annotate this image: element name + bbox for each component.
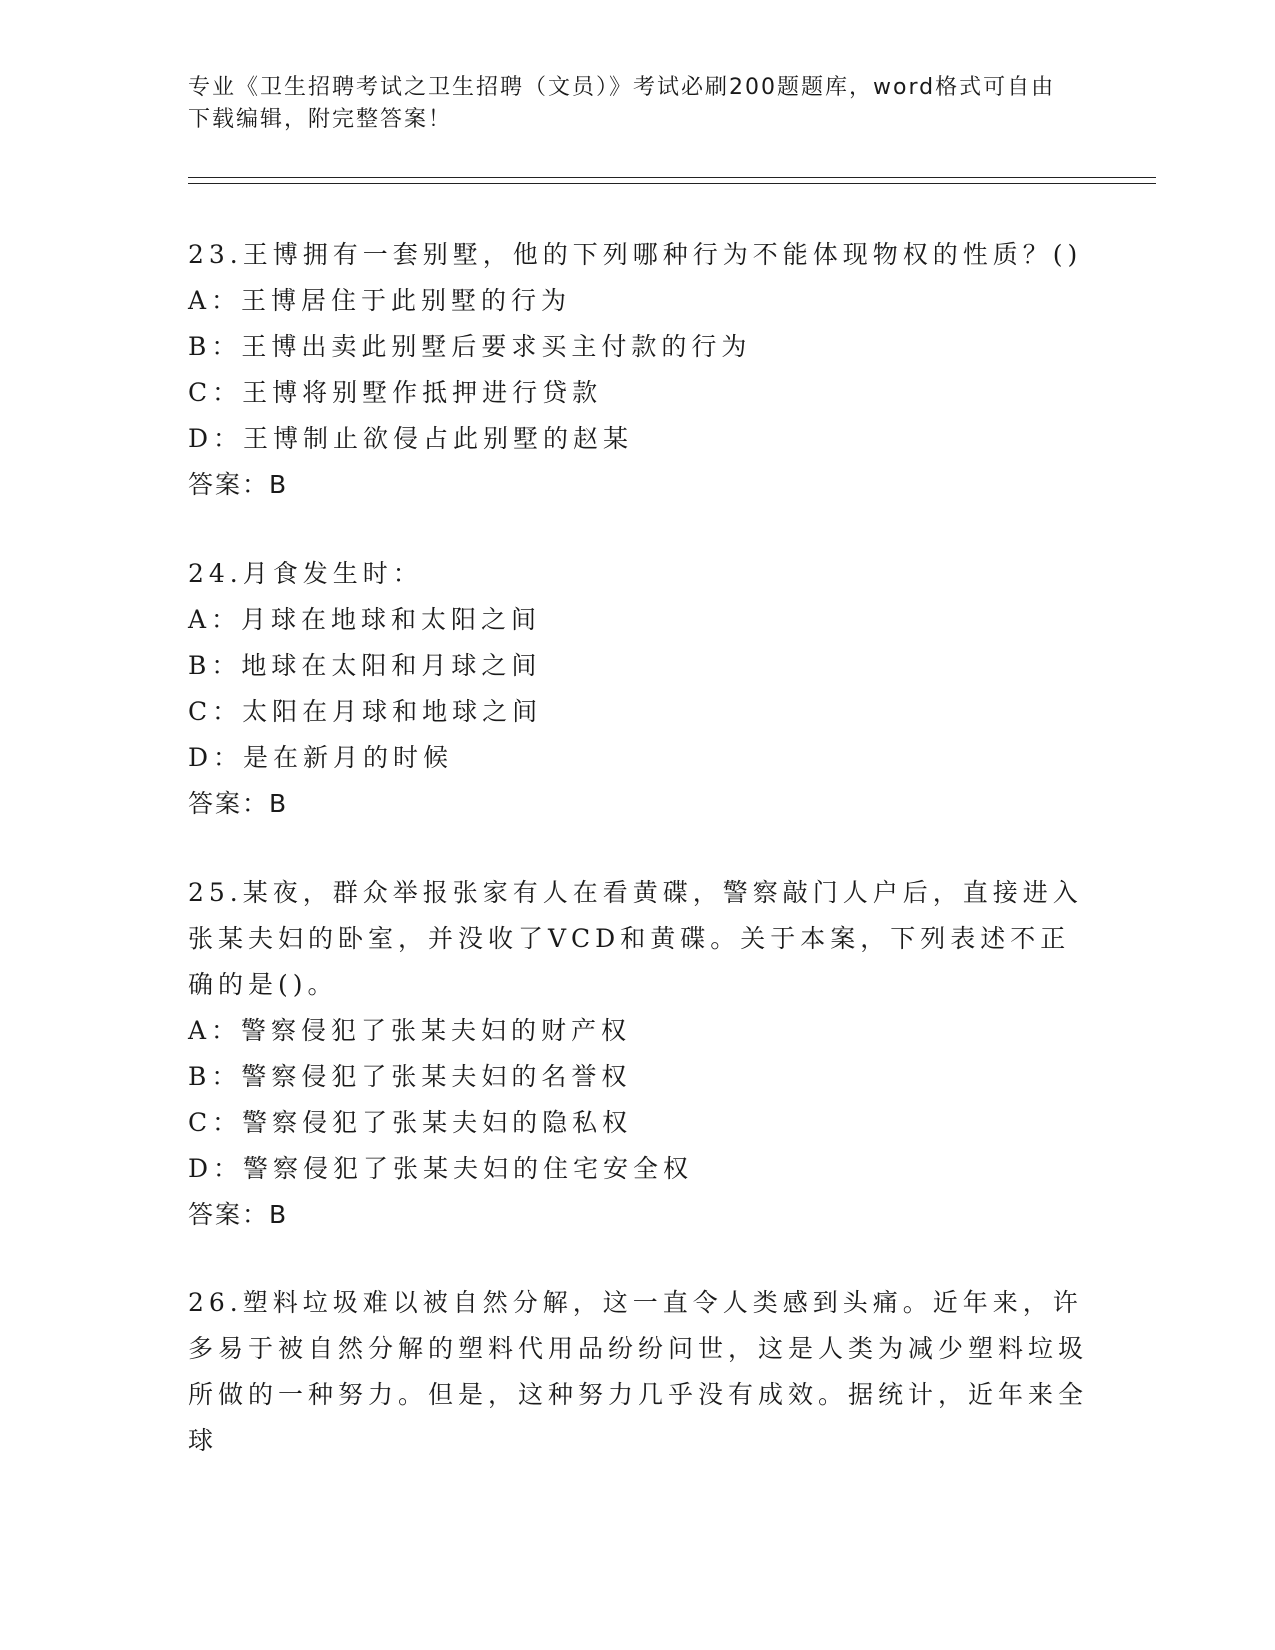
- question-stem: 26.塑料垃圾难以被自然分解，这一直令人类感到头痛。近年来，许多易于被自然分解的塑料代用品纷纷问世，这是人类为减少塑料垃圾所做的一种努力。但是，这种努力几乎没有成效。据统计，近年来全球: [188, 1288, 1089, 1455]
- question-stem: 25.某夜，群众举报张家有人在看黄碟，警察敲门人户后，直接进入张某夫妇的卧室，并没收了VCD和黄碟。关于本案，下列表述不正确的是()。: [188, 878, 1083, 999]
- header-rule-bottom: [188, 183, 1156, 184]
- question-stem: 24.月食发生时：: [188, 559, 423, 588]
- question-24: [188, 551, 1088, 827]
- question-26: [188, 1280, 1088, 1464]
- option-d: D：是在新月的时候: [188, 743, 454, 772]
- answer-text: 答案：B: [188, 1200, 289, 1229]
- option-b: B：地球在太阳和月球之间: [188, 651, 542, 680]
- option-b: B：王博出卖此别墅后要求买主付款的行为: [188, 332, 752, 361]
- option-b: B：警察侵犯了张某夫妇的名誉权: [188, 1062, 632, 1091]
- option-d: D：警察侵犯了张某夫妇的住宅安全权: [188, 1154, 694, 1183]
- option-c: C：太阳在月球和地球之间: [188, 697, 543, 726]
- option-c: C：王博将别墅作抵押进行贷款: [188, 378, 603, 407]
- question-25: [188, 870, 1088, 1238]
- question-stem: 23.王博拥有一套别墅，他的下列哪种行为不能体现物权的性质？(): [188, 240, 1083, 269]
- answer-text: 答案：B: [188, 789, 289, 818]
- answer-text: 答案：B: [188, 470, 289, 499]
- option-c: C：警察侵犯了张某夫妇的隐私权: [188, 1108, 633, 1137]
- option-d: D：王博制止欲侵占此别墅的赵某: [188, 424, 634, 453]
- option-a: A：月球在地球和太阳之间: [188, 605, 542, 634]
- option-a: A：警察侵犯了张某夫妇的财产权: [188, 1016, 632, 1045]
- option-a: A：王博居住于此别墅的行为: [188, 286, 572, 315]
- document-header: 专业《卫生招聘考试之卫生招聘（文员）》考试必刷200题题库，word格式可自由下载编辑，附完整答案！: [188, 75, 1056, 132]
- question-23: [188, 232, 1088, 508]
- header-rule-top: [188, 177, 1156, 178]
